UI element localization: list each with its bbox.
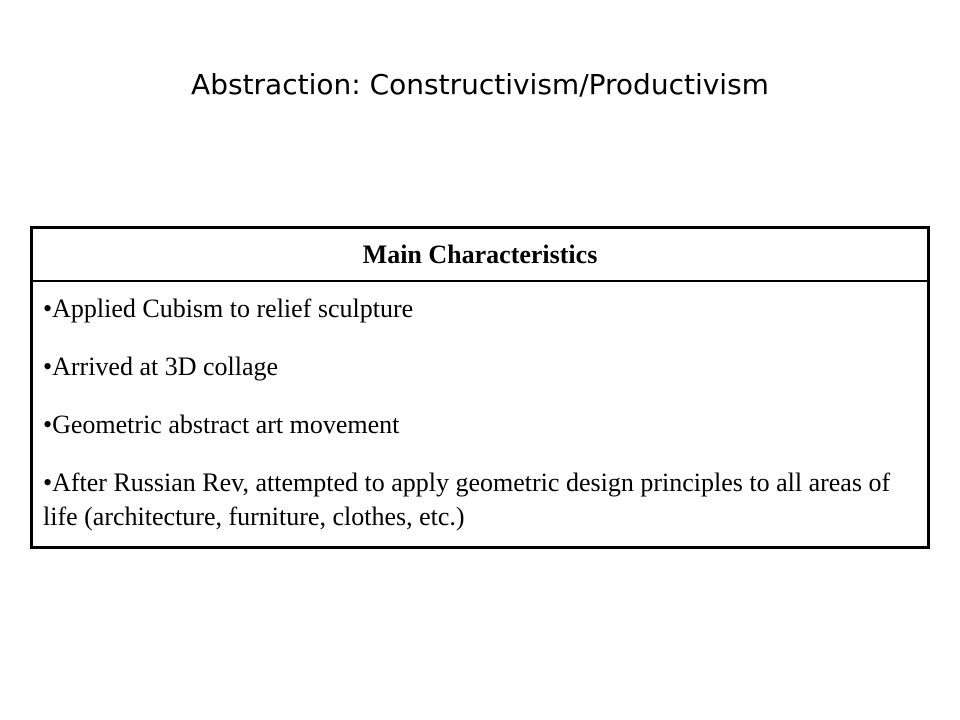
bullet-item: •Applied Cubism to relief sculpture	[43, 294, 414, 323]
bullet-item: •Geometric abstract art movement	[43, 410, 400, 439]
table-header: Main Characteristics	[33, 229, 927, 282]
characteristics-table	[30, 226, 930, 549]
bullet-item: •After Russian Rev, attempted to apply geometric design principles to all areas of life (architecture, furniture, clothes, etc.)	[43, 468, 891, 531]
bullet-item: •Arrived at 3D collage	[43, 352, 279, 381]
slide-title: Abstraction: Constructivism/Productivism	[191, 68, 769, 101]
table-body	[33, 282, 927, 546]
